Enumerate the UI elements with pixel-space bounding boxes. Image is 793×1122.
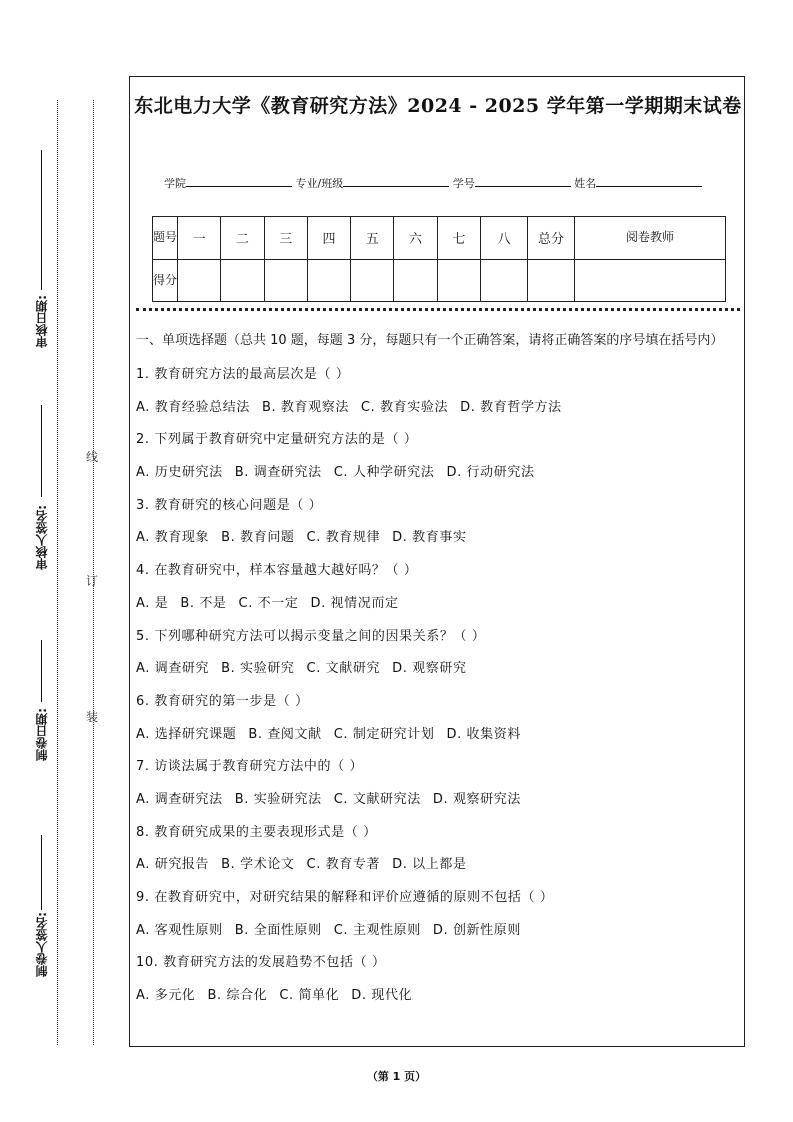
review-date-label: 审核日期: bbox=[35, 295, 49, 348]
question-4: 4. 在教育研究中，样本容量越大越好吗？（ ） bbox=[136, 563, 418, 579]
preparer-sign-label: 制卷人签名: bbox=[35, 912, 49, 977]
option-c: C. 教育专著 bbox=[306, 857, 381, 873]
score-col-7: 七 bbox=[437, 217, 480, 260]
prepare-date-label: 制卷日期: bbox=[35, 708, 49, 761]
option-c: C. 人种学研究法 bbox=[333, 465, 435, 481]
option-b: B. 教育观察法 bbox=[261, 399, 349, 415]
score-cell[interactable] bbox=[481, 259, 528, 302]
score-cell-total[interactable] bbox=[528, 259, 575, 302]
review-date-line bbox=[41, 150, 42, 290]
question-10: 10. 教育研究方法的发展趋势不包括（ ） bbox=[136, 955, 386, 971]
question-1-options bbox=[136, 392, 740, 425]
option-a: A. 教育现象 bbox=[136, 530, 210, 546]
score-header-row bbox=[153, 217, 726, 260]
margin-dotted-line-outer bbox=[57, 100, 58, 1045]
option-d: D. 视情况而定 bbox=[310, 595, 399, 611]
option-b: B. 教育问题 bbox=[221, 530, 295, 546]
question-5: 5. 下列哪种研究方法可以揭示变量之间的因果关系？（ ） bbox=[136, 628, 486, 644]
question-6: 6. 教育研究的第一步是（ ） bbox=[136, 693, 309, 709]
option-d: D. 教育哲学方法 bbox=[460, 399, 562, 415]
score-cell-grader[interactable] bbox=[575, 259, 726, 302]
option-b: B. 不是 bbox=[180, 595, 227, 611]
reviewer-sign-label: 审核人签名: bbox=[35, 505, 49, 570]
score-cell[interactable] bbox=[437, 259, 480, 302]
option-c: C. 文献研究法 bbox=[333, 791, 421, 807]
questions-section bbox=[136, 330, 740, 1013]
option-a: A. 选择研究课题 bbox=[136, 726, 237, 742]
score-cell[interactable] bbox=[221, 259, 264, 302]
question-8: 8. 教育研究成果的主要表现形式是（ ） bbox=[136, 824, 377, 840]
option-c: C. 教育规律 bbox=[306, 530, 381, 546]
cut-line-char-ding: 订 bbox=[86, 574, 99, 588]
score-col-6: 六 bbox=[394, 217, 437, 260]
prepare-date-line bbox=[41, 640, 42, 702]
page-number: （第 1 页） bbox=[366, 1070, 427, 1083]
exam-paper bbox=[129, 76, 745, 1047]
score-row-label: 得分 bbox=[153, 259, 178, 302]
option-d: D. 观察研究 bbox=[392, 661, 467, 677]
college-label: 学院 bbox=[164, 177, 186, 190]
score-col-grader: 阅卷教师 bbox=[575, 217, 726, 260]
score-value-row bbox=[153, 259, 726, 302]
score-col-5: 五 bbox=[351, 217, 394, 260]
score-col-1: 一 bbox=[178, 217, 221, 260]
question-2-options bbox=[136, 457, 740, 490]
score-cell[interactable] bbox=[264, 259, 307, 302]
student-id-field[interactable] bbox=[475, 176, 571, 187]
score-col-2: 二 bbox=[221, 217, 264, 260]
reviewer-sign-line bbox=[41, 405, 42, 497]
option-d: D. 收集资料 bbox=[446, 726, 521, 742]
question-6-options bbox=[136, 719, 740, 752]
option-a: A. 历史研究法 bbox=[136, 465, 223, 481]
option-d: D. 教育事实 bbox=[392, 530, 467, 546]
option-d: D. 行动研究法 bbox=[446, 465, 535, 481]
option-a: A. 多元化 bbox=[136, 988, 196, 1004]
option-b: B. 学术论文 bbox=[221, 857, 295, 873]
preparer-sign-line bbox=[41, 835, 42, 910]
option-a: A. 是 bbox=[136, 595, 169, 611]
name-field[interactable] bbox=[596, 176, 702, 187]
option-b: B. 综合化 bbox=[207, 988, 268, 1004]
question-4-options bbox=[136, 588, 740, 621]
score-col-total: 总分 bbox=[528, 217, 575, 260]
option-c: C. 不一定 bbox=[238, 595, 299, 611]
question-8-options bbox=[136, 849, 740, 882]
option-a: A. 研究报告 bbox=[136, 857, 210, 873]
student-info-row bbox=[164, 175, 702, 191]
student-id-label: 学号 bbox=[452, 177, 475, 190]
exam-title: 东北电力大学《教育研究方法》2024 - 2025 学年第一学期期末试卷 bbox=[134, 95, 742, 117]
score-col-8: 八 bbox=[481, 217, 528, 260]
cut-line-char-zhuang: 装 bbox=[86, 710, 99, 724]
option-a: A. 调查研究 bbox=[136, 661, 210, 677]
question-1: 1. 教育研究方法的最高层次是（ ） bbox=[136, 367, 350, 382]
question-7-options bbox=[136, 784, 740, 817]
score-table bbox=[152, 216, 726, 302]
option-b: B. 调查研究法 bbox=[234, 465, 322, 481]
score-cell[interactable] bbox=[307, 259, 350, 302]
major-label: 专业/班级 bbox=[295, 177, 344, 190]
dotted-divider bbox=[136, 308, 740, 311]
score-col-4: 四 bbox=[307, 217, 350, 260]
option-c: C. 简单化 bbox=[279, 988, 340, 1004]
option-a: A. 客观性原则 bbox=[136, 922, 223, 938]
option-b: B. 实验研究法 bbox=[234, 791, 322, 807]
college-field[interactable] bbox=[186, 176, 292, 187]
option-a: A. 教育经验总结法 bbox=[136, 399, 250, 415]
score-col-3: 三 bbox=[264, 217, 307, 260]
question-3: 3. 教育研究的核心问题是（ ） bbox=[136, 497, 323, 513]
major-field[interactable] bbox=[343, 176, 449, 187]
name-label: 姓名 bbox=[574, 177, 597, 190]
question-number-label: 题号 bbox=[153, 217, 178, 260]
question-10-options bbox=[136, 980, 740, 1013]
question-2: 2. 下列属于教育研究中定量研究方法的是（ ） bbox=[136, 432, 418, 448]
option-d: D. 创新性原则 bbox=[432, 922, 521, 938]
score-cell[interactable] bbox=[351, 259, 394, 302]
option-b: B. 实验研究 bbox=[221, 661, 295, 677]
option-a: A. 调查研究法 bbox=[136, 791, 223, 807]
question-7: 7. 访谈法属于教育研究方法中的（ ） bbox=[136, 759, 364, 775]
option-d: D. 观察研究法 bbox=[432, 791, 521, 807]
option-c: C. 文献研究 bbox=[306, 661, 381, 677]
option-d: D. 以上都是 bbox=[392, 857, 467, 873]
question-9-options bbox=[136, 915, 740, 948]
question-3-options bbox=[136, 522, 740, 555]
question-5-options bbox=[136, 653, 740, 686]
option-b: B. 全面性原则 bbox=[234, 922, 322, 938]
score-cell[interactable] bbox=[394, 259, 437, 302]
option-b: B. 查阅文献 bbox=[248, 726, 322, 742]
option-c: C. 制定研究计划 bbox=[333, 726, 435, 742]
section-heading: 一、单项选择题（总共 10 题，每题 3 分，每题只有一个正确答案，请将正确答案的序号填在括号内） bbox=[136, 333, 724, 348]
option-c: C. 教育实验法 bbox=[360, 399, 449, 415]
option-c: C. 主观性原则 bbox=[333, 922, 421, 938]
cut-line-char-xian: 线 bbox=[86, 450, 99, 464]
score-cell[interactable] bbox=[178, 259, 221, 302]
option-d: D. 现代化 bbox=[351, 988, 413, 1004]
question-9: 9. 在教育研究中，对研究结果的解释和评价应遵循的原则不包括（ ） bbox=[136, 890, 554, 905]
